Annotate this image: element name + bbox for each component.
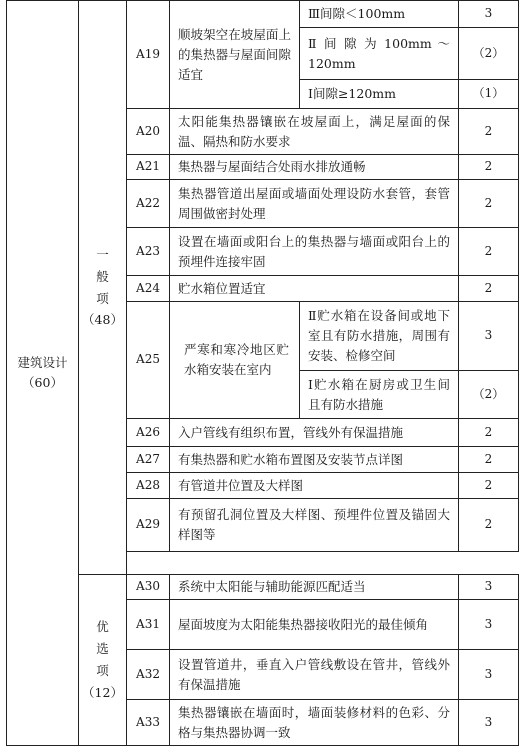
- sub-condition: Ⅰ贮水箱在厨房或卫生间且有防水措施: [300, 371, 459, 419]
- category-name: 建筑设计: [17, 355, 68, 370]
- item-code: A26: [127, 419, 170, 447]
- item-score: （2）: [459, 371, 519, 419]
- item-description: 有集热器和贮水箱布置图及安装节点详图: [170, 447, 459, 473]
- item-description: 系统中太阳能与辅助能源匹配适当: [170, 575, 459, 600]
- item-description: 有管道井位置及大样图: [170, 473, 459, 499]
- group-char: 般: [96, 268, 109, 284]
- item-code: A27: [127, 447, 170, 473]
- item-description: 有预留孔洞位置及大样图、预埋件位置及锚固大样图等: [170, 499, 459, 552]
- item-score: 2: [459, 155, 519, 180]
- item-score: 2: [459, 228, 519, 276]
- group-char: 优: [96, 619, 109, 635]
- item-code: A28: [127, 473, 170, 499]
- item-description: 入户管线有组织布置，管线外有保温措施: [170, 419, 459, 447]
- item-code: A29: [127, 499, 170, 552]
- item-description: 设置管道井，垂直入户管线敷设在管井，管线外有保温措施: [170, 650, 459, 700]
- table-row: [7, 1, 519, 28]
- item-score: 2: [459, 276, 519, 302]
- item-description: 集热器管道出屋面或墙面处理设防水套管，套管周围做密封处理: [170, 180, 459, 228]
- group-char: 一: [96, 246, 109, 262]
- group-char: 选: [96, 641, 109, 657]
- item-description: 集热器镶嵌在墙面时，墙面装修材料的色彩、分格与集热器协调一致: [170, 700, 459, 746]
- item-description: 屋面坡度为太阳能集热器接收阳光的最佳倾角: [170, 600, 459, 650]
- sub-condition: Ⅲ间隙＜100mm: [300, 1, 459, 28]
- item-score: （1）: [459, 80, 519, 109]
- item-code: A24: [127, 276, 170, 302]
- evaluation-table: [6, 0, 519, 746]
- item-description: 严寒和寒冷地区贮水箱安装在室内: [170, 302, 300, 419]
- item-score: 3: [459, 650, 519, 700]
- sub-condition: Ⅰ间隙≥120mm: [300, 80, 459, 109]
- group-score: （12）: [82, 684, 123, 700]
- category-cell: [7, 1, 79, 746]
- item-description: 设置在墙面或阳台上的集热器与墙面或阳台上的预埋件连接牢固: [170, 228, 459, 276]
- sub-condition: Ⅱ 间 隙 为 100mm ～ 120mm: [300, 28, 459, 80]
- item-code: A33: [127, 700, 170, 746]
- item-code: A21: [127, 155, 170, 180]
- item-score: 2: [459, 180, 519, 228]
- item-score: 3: [459, 600, 519, 650]
- group-general-cell: [79, 1, 127, 575]
- item-code: A22: [127, 180, 170, 228]
- item-score: 2: [459, 499, 519, 552]
- item-score: （2）: [459, 28, 519, 80]
- group-char: 项: [96, 663, 109, 678]
- item-score: 2: [459, 419, 519, 447]
- item-code: A25: [127, 302, 170, 419]
- item-score: 3: [459, 302, 519, 371]
- group-score: （48）: [82, 312, 123, 328]
- item-code: A30: [127, 575, 170, 600]
- item-code: A19: [127, 1, 170, 109]
- item-description: 太阳能集热器镶嵌在坡屋面上，满足屋面的保温、隔热和防水要求: [170, 109, 459, 155]
- item-code: A31: [127, 600, 170, 650]
- item-score: 3: [459, 575, 519, 600]
- item-score: 2: [459, 473, 519, 499]
- item-description: 集热器与屋面结合处雨水排放通畅: [170, 155, 459, 180]
- item-score: 3: [459, 1, 519, 28]
- category-score: （60）: [22, 375, 63, 390]
- item-code: A23: [127, 228, 170, 276]
- sub-condition: Ⅱ贮水箱在设备间或地下室且有防水措施，周围有安装、检修空间: [300, 302, 459, 371]
- item-description: 贮水箱位置适宜: [170, 276, 459, 302]
- group-preferred-cell: [79, 575, 127, 746]
- item-code: A32: [127, 650, 170, 700]
- item-score: 2: [459, 109, 519, 155]
- group-char: 项: [96, 290, 109, 306]
- table-row: [7, 575, 519, 600]
- item-score: 3: [459, 700, 519, 746]
- item-code: A20: [127, 109, 170, 155]
- item-score: 2: [459, 447, 519, 473]
- item-description: 顺坡架空在坡屋面上的集热器与屋面间隙适宜: [170, 1, 300, 109]
